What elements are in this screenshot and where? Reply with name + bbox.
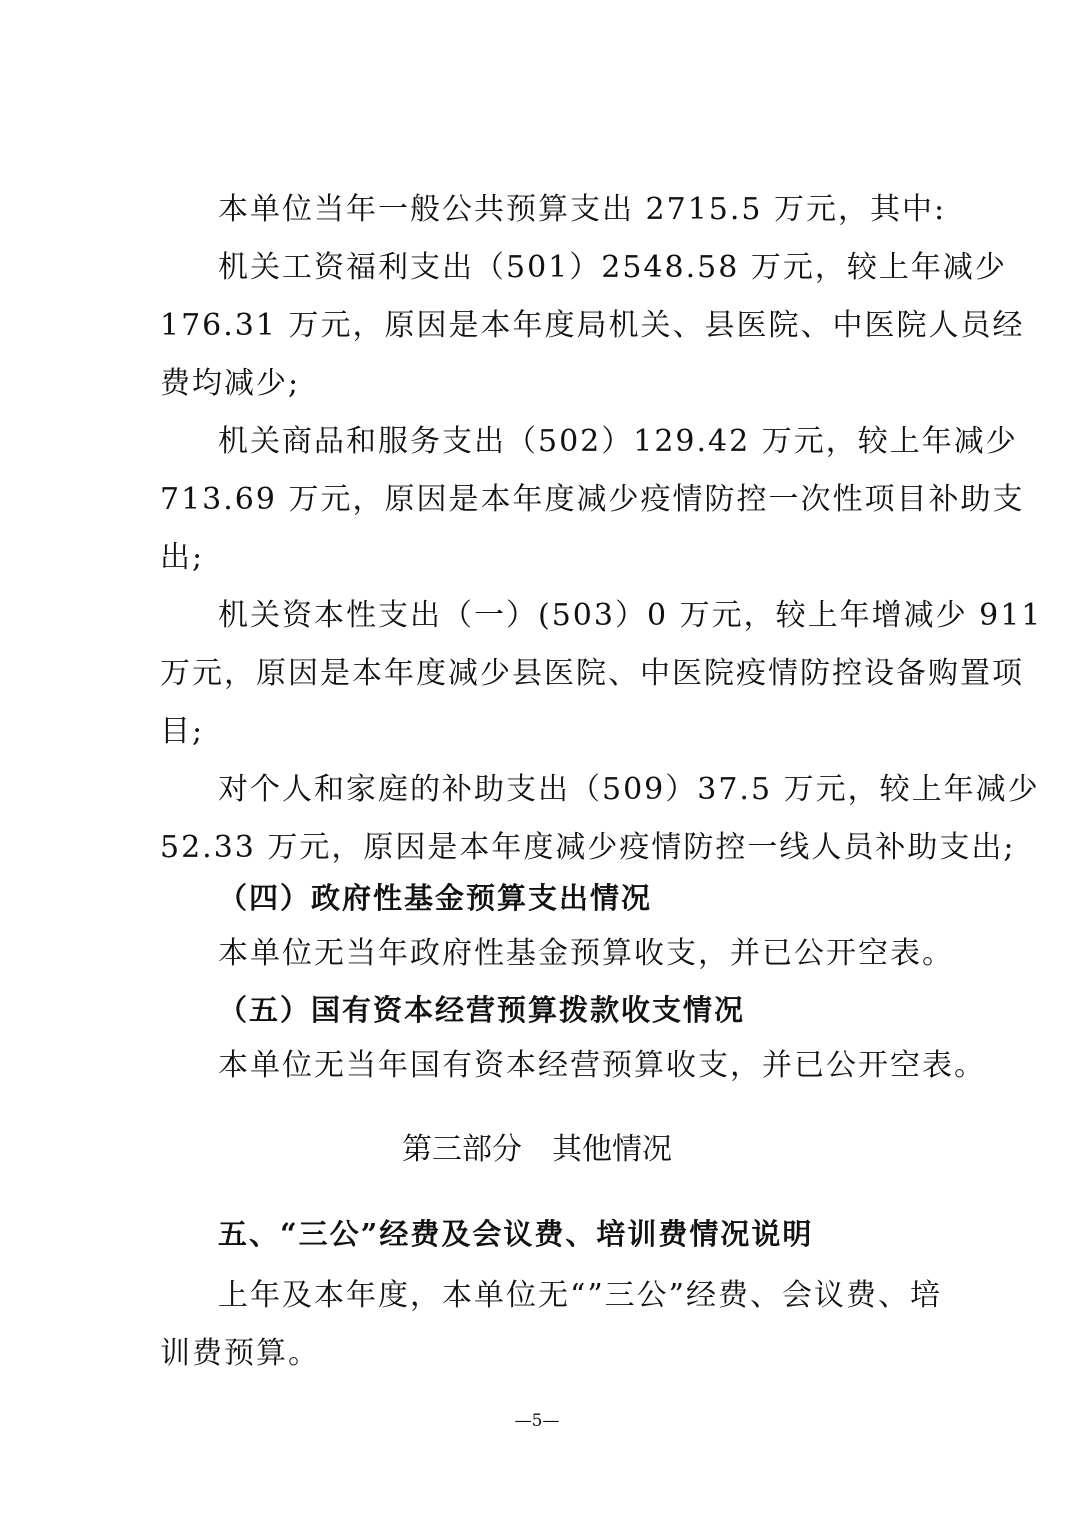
paragraph-line: 万元，原因是本年度减少县医院、中医院疫情防控设备购置项 bbox=[160, 656, 1024, 691]
paragraph-line: 训费预算。 bbox=[160, 1336, 320, 1371]
paragraph-line: 52.33 万元，原因是本年度减少疫情防控一线人员补助支出; bbox=[160, 830, 1016, 865]
section-title: 第三部分 其他情况 bbox=[402, 1132, 672, 1167]
paragraph-line: 176.31 万元，原因是本年度局机关、县医院、中医院人员经 bbox=[160, 308, 1025, 343]
heading-three-public-expenses: 五、“三公”经费及会议费、培训费情况说明 bbox=[218, 1217, 814, 1251]
subheading-state-capital: （五）国有资本经营预算拨款收支情况 bbox=[218, 993, 746, 1027]
paragraph-line: 本单位无当年政府性基金预算收支，并已公开空表。 bbox=[218, 936, 954, 971]
paragraph-line: 本单位当年一般公共预算支出 2715.5 万元，其中: bbox=[218, 192, 947, 227]
paragraph-line: 对个人和家庭的补助支出（509）37.5 万元，较上年减少 bbox=[218, 772, 1040, 807]
subheading-government-funds: （四）政府性基金预算支出情况 bbox=[218, 881, 653, 915]
page-number: —5— bbox=[514, 1411, 560, 1431]
paragraph-line: 出; bbox=[160, 540, 205, 575]
paragraph-line: 机关商品和服务支出（502）129.42 万元，较上年减少 bbox=[218, 424, 1018, 459]
paragraph-line: 本单位无当年国有资本经营预算收支，并已公开空表。 bbox=[218, 1048, 986, 1083]
paragraph-line: 目; bbox=[160, 714, 205, 749]
paragraph-line: 费均减少; bbox=[160, 366, 301, 401]
paragraph-line: 机关资本性支出（一）(503）0 万元，较上年增减少 911 bbox=[218, 598, 1043, 633]
paragraph-line: 上年及本年度，本单位无“”三公”经费、会议费、培 bbox=[218, 1278, 943, 1313]
paragraph-line: 713.69 万元，原因是本年度减少疫情防控一次性项目补助支 bbox=[160, 482, 1025, 517]
paragraph-line: 机关工资福利支出（501）2548.58 万元，较上年减少 bbox=[218, 250, 1007, 285]
